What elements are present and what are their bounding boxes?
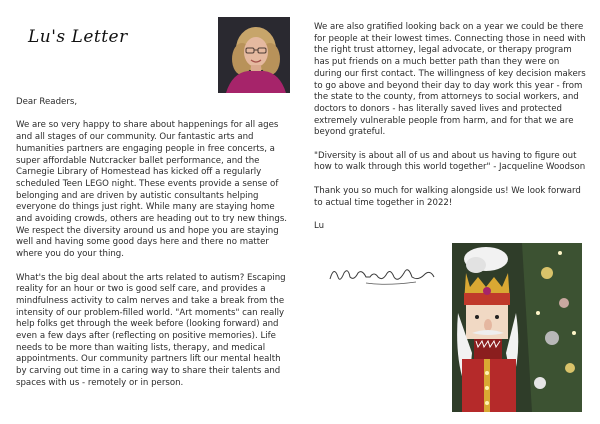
author-portrait-illustration [218, 17, 290, 93]
paragraph-arts-autism: What's the big deal about the arts related to autism? Escaping reality for an hour or two is good self care, and provides a mindfulness activity to calm nerves and take a break from the intensity of our problem-filled world. "Art moments" can really help folks get through the week before (looking forward) and even a few days after (reflecting on positive memories). Life needs to be more than waiting lists, therapy, and medical appointments. Our community partners lift our mental health by carving out time in a caring way to share their talents and spaces with us - remotely or in person. [16, 272, 286, 388]
handwritten-signature [326, 259, 438, 289]
author-portrait [218, 17, 290, 93]
sign-off: Lu [314, 220, 325, 231]
nutcracker-illustration [452, 243, 582, 412]
right-column [314, 22, 588, 244]
nutcracker-photo [452, 243, 582, 412]
signature-scribble [326, 259, 438, 289]
greeting: Dear Readers, [16, 97, 78, 107]
closing-paragraph: Thank you so much for walking alongside us! We look forward to actual time together in 2022! [314, 185, 581, 208]
left-column [16, 97, 293, 401]
quote-woodson: "Diversity is about all of us and about us having to figure out how to walk through this world together" - Jacqueline Woodson [314, 150, 586, 173]
paragraph-community-events: We are so very happy to share about happenings for all ages and all stages of our community. Our fantastic arts and humanities partners are engaging people in free concerts, a super affordable Nutcracker ballet performance, and the Carnegie Library of Homestead has kicked off a regularly scheduled Teen LEGO night. These events provide a sense of belonging and are driven by autistic consultants helping everyone do things just right. While many are staying home and avoiding crowds, others are heading out to try new things. We respect the diversity around us and hope you are staying well and having some good days here and there no matter where you do your thing. [16, 120, 288, 260]
paragraph-gratitude: We are also gratified looking back on a year we could be there for people at their lowest times. Connecting those in need with the right trust attorney, legal advocate, or therapy program has put friends on a much better path than they were on during our first contact. The willingness of key decision makers to go above and beyond their day to day work this year - from the state to the county, from attorneys to social workers, and doctors to donors - has literally saved lives and protected extremely vulnerable people from harm, and for that we are beyond grateful. [314, 22, 586, 138]
letter-title: Lu's Letter [28, 27, 128, 47]
